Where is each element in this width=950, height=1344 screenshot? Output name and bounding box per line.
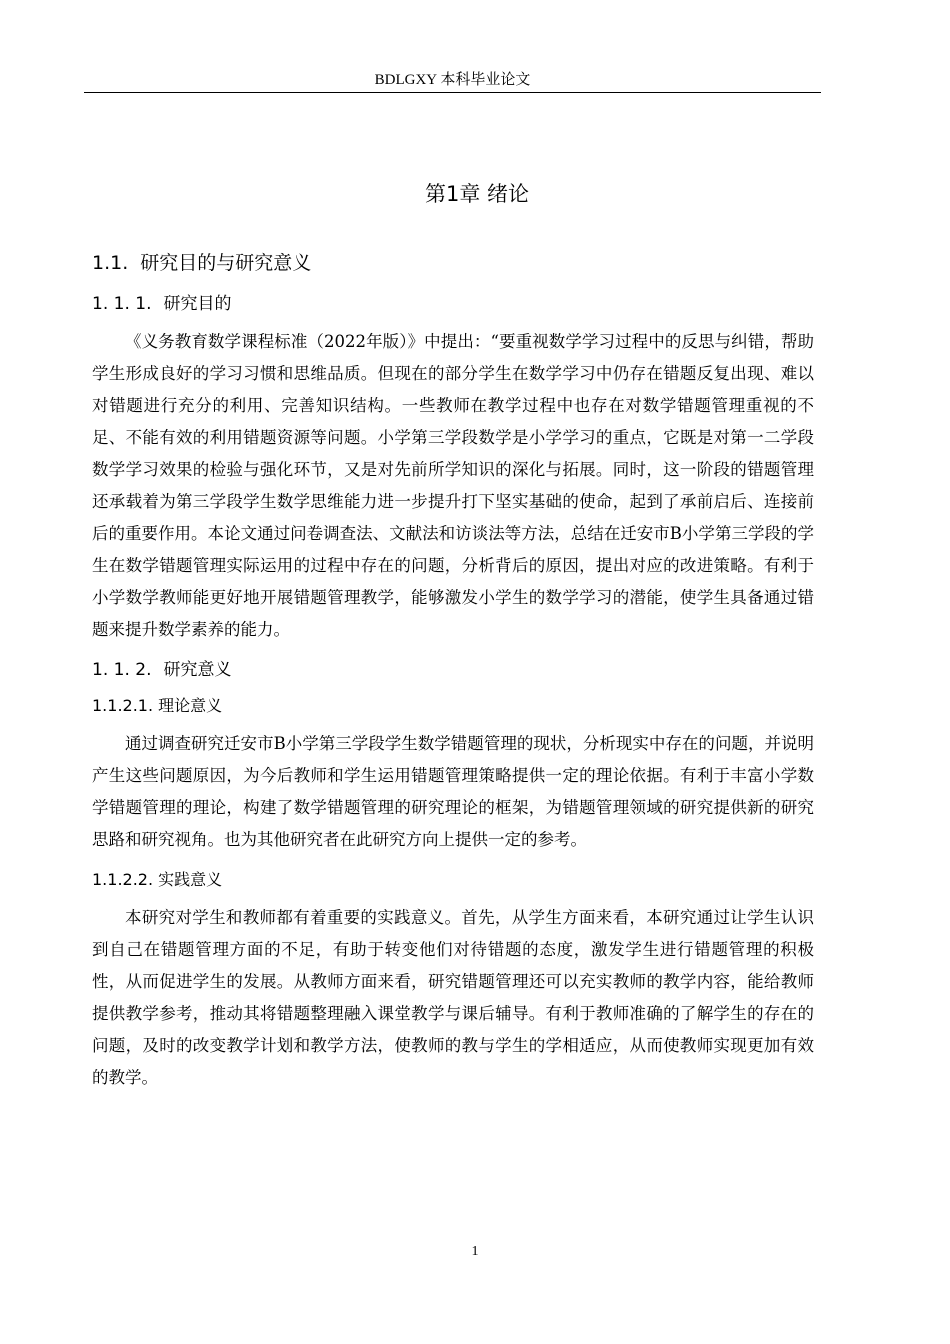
section-number: 1. 1. 2. <box>92 660 152 680</box>
page-number: 1 <box>471 1244 479 1259</box>
page-content <box>92 176 814 1104</box>
body-paragraph: 本研究对学生和教师都有着重要的实践意义。首先，从学生方面来看，本研究通过让学生认识到自己在错题管理方面的不足，有助于转变他们对待错题的态度，激发学生进行错题管理的积极性，从而促进学生的发展。从教师方面来看，研究错题管理还可以充实教师的教学内容，能给教师提供教学参考，推动其将错题整理融入课堂教学与课后辅导。有利于教师准确的了解学生的存在的问题，及时的改变教学计划和教学方法，使教师的教与学生的学相适应，从而使教师实现更加有效的教学。 <box>92 908 814 1087</box>
section-number: 1.1. <box>92 252 129 274</box>
body-paragraph: 《义务教育数学课程标准（2022年版）》中提出：“要重视数学学习过程中的反思与纠错，帮助学生形成良好的学习习惯和思维品质。但现在的部分学生在数学学习中仍存在错题反复出现、难以对错题进行充分的利用、完善知识结构。一些教师在教学过程中也存在对数学错题管理重视的不足、不能有效的利用错题资源等问题。小学第三学段数学是小学学习的重点，它既是对第一二学段数学学习效果的检验与强化环节，又是对先前所学知识的深化与拓展。同时，这一阶段的错题管理还承载着为第三学段学生数学思维能力进一步提升打下坚实基础的使命，起到了承前启后、连接前后的重要作用。本论文通过问卷调查法、文献法和访谈法等方法，总结在迁安市B小学第三学段的学生在数学错题管理实际运用的过程中存在的问题，分析背后的原因，提出对应的改进策略。有利于小学数学教师能更好地开展错题管理教学，能够激发小学生的数学学习的潜能，使学生具备通过错题来提升数学素养的能力。 <box>92 332 814 639</box>
section-title: 研究目的与研究意义 <box>140 252 312 274</box>
section-heading-1-1-1 <box>92 290 814 318</box>
section-heading-1-1-2-2: 1.1.2.2. 实践意义 <box>92 870 223 889</box>
section-heading-1-1-2-1: 1.1.2.1. 理论意义 <box>92 696 223 715</box>
header-title: BDLGXY 本科毕业论文 <box>374 72 531 88</box>
section-heading-1-1 <box>92 248 814 278</box>
section-title: 研究目的 <box>163 294 232 314</box>
section-number: 1. 1. 1. <box>92 294 152 314</box>
body-paragraph: 通过调查研究迁安市B小学第三学段学生数学错题管理的现状，分析现实中存在的问题，并说明产生这些问题原因，为今后教师和学生运用错题管理策略提供一定的理论依据。有利于丰富小学数学错题管理的理论，构建了数学错题管理的研究理论的框架，为错题管理领域的研究提供新的研究思路和研究视角。也为其他研究者在此研究方向上提供一定的参考。 <box>92 734 814 849</box>
section-title: 研究意义 <box>163 660 232 680</box>
page-header <box>84 70 821 93</box>
chapter-title: 第1章 绪论 <box>424 182 530 206</box>
section-heading-1-1-2 <box>92 656 814 684</box>
